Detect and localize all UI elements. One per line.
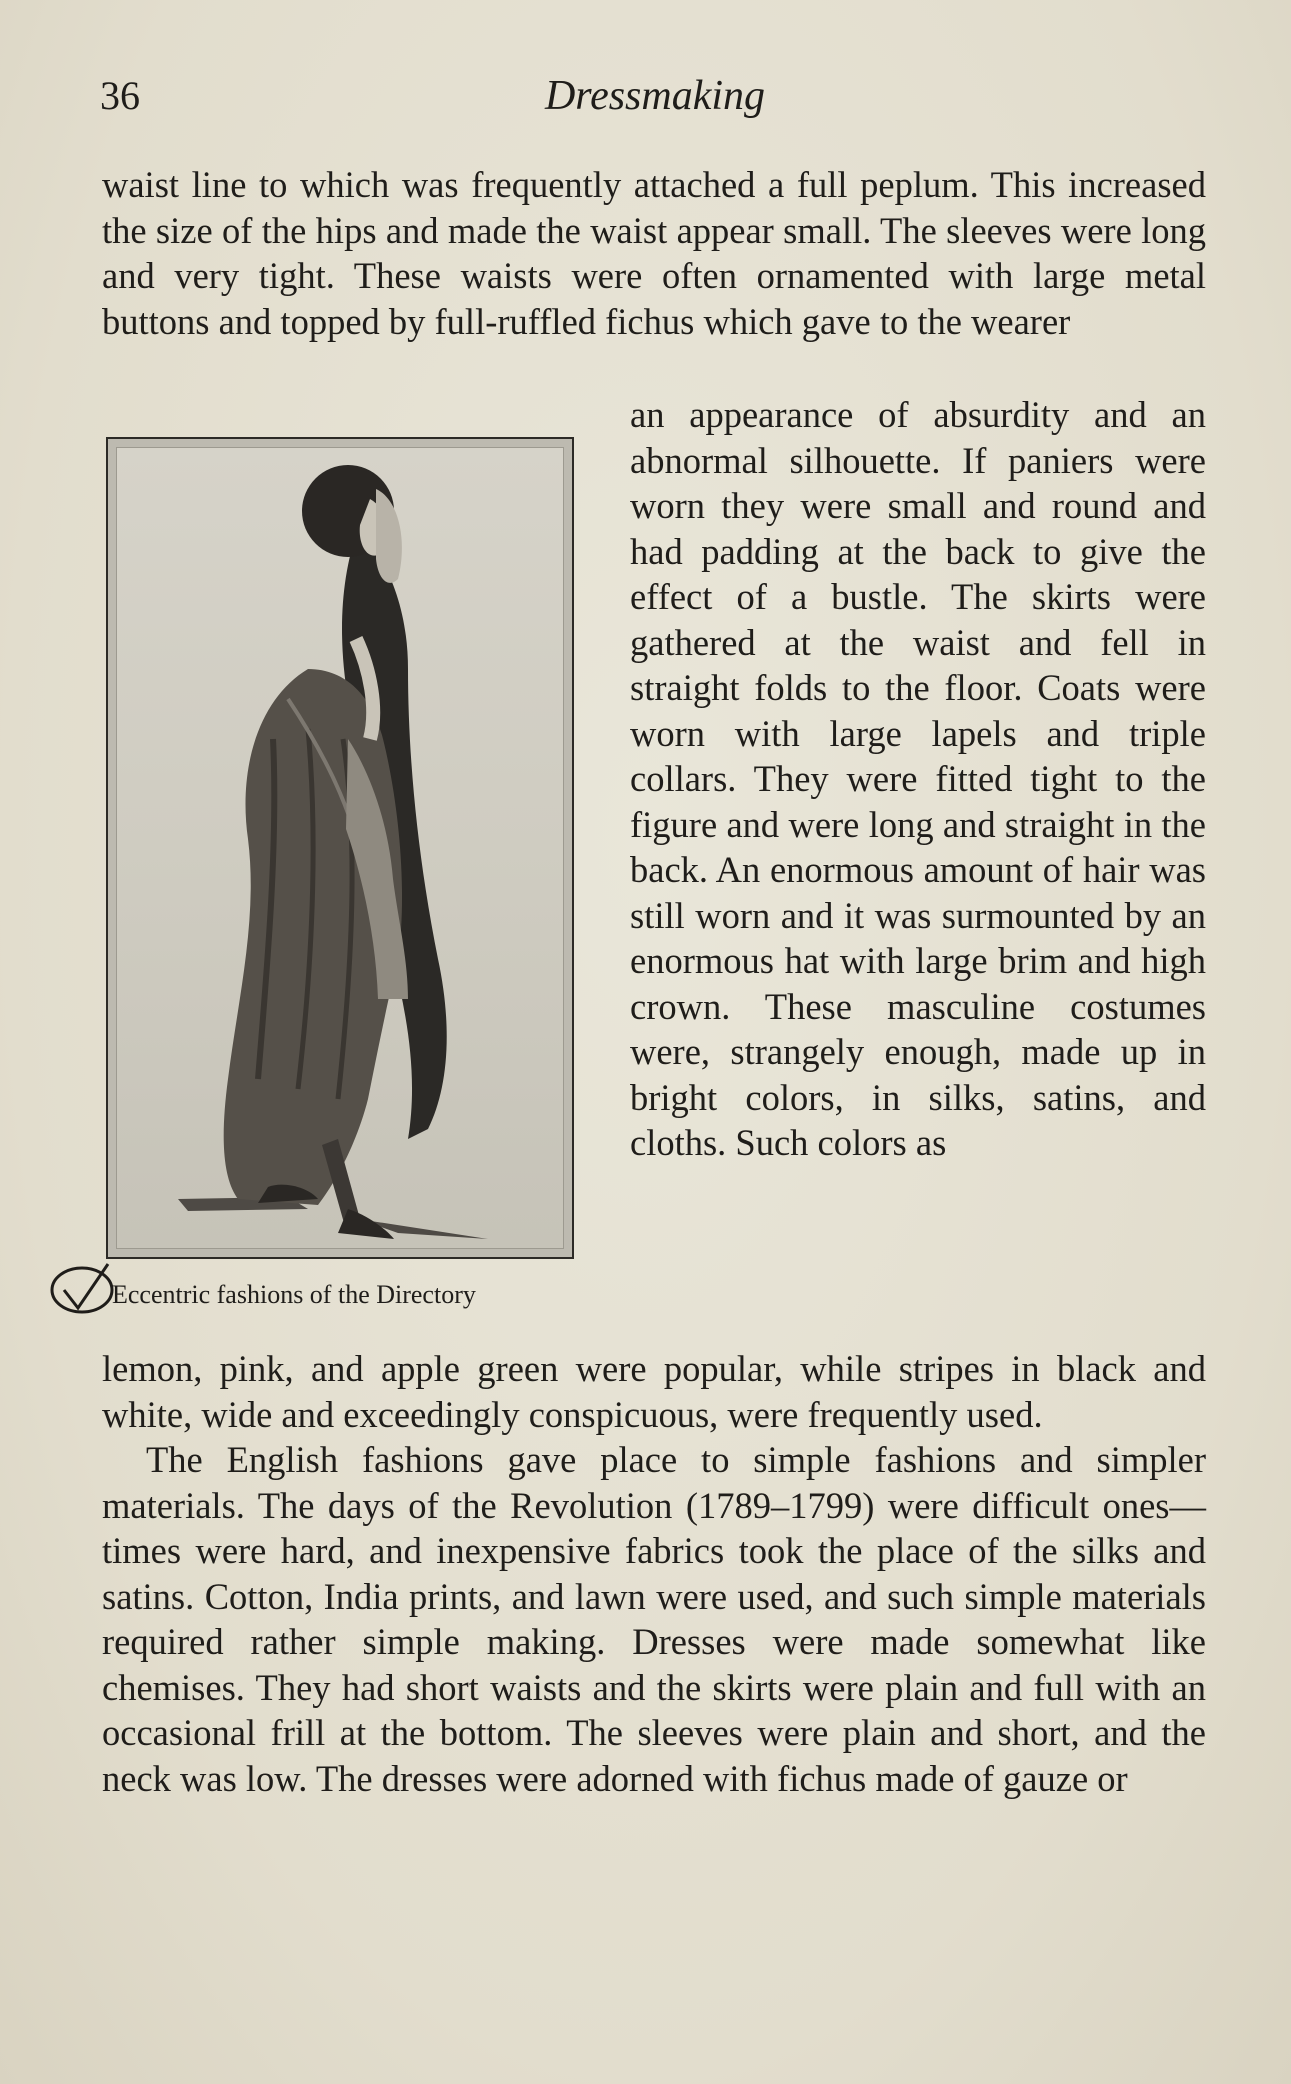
paragraph-top: [102, 162, 1206, 344]
directory-costume-illustration: [108, 439, 572, 1257]
paragraph-top-text: waist line to which was frequently attached a full peplum. This increased the size of the hips and made the waist appear small. The sleeves were long and very tight. These waists were often ornamented with large metal buttons and topped by full-ruffled fichus which gave to the wearer: [102, 164, 1206, 342]
page-number: 36: [100, 73, 140, 118]
running-head: Dressmaking: [544, 73, 766, 119]
paragraph-side-column: [630, 392, 1206, 1166]
paragraph-side-text: an appearance of absurdity and an abnormal silhouette. If paniers were worn they were small and round and had padding at the back to give the effect of a bustle. The skirts were gathered at the waist and fell in straight folds to the floor. Coats were worn with large lapels and triple collars. They were fitted tight to the figure and were long and straight in the back. An enormous amount of hair was still worn and it was surmounted by an enormous hat with large brim and high crown. These masculine costumes were, strangely enough, made up in bright colors, in silks, satins, and cloths. Such colors as: [630, 394, 1206, 1163]
paragraph-continued-text: lemon, pink, and apple green were popular, while stripes in black and white, wide and exceedingly conspicuous, were frequently used.: [102, 1348, 1206, 1435]
illustration-figure: [106, 437, 574, 1259]
paragraph-revolution-text: The English fashions gave place to simple fashions and simpler materials. The days of the Revolution (1789–1799) were difficult ones—times were hard, and inexpensive fabrics took the place of the silks and satins. Cotton, India prints, and lawn were used, and such simple materials required rather simple making. Dresses were made somewhat like chemises. They had short waists and the skirts were plain and full with an occasional frill at the bottom. The sleeves were plain and short, and the neck was low. The dresses were adorned with fichus made of gauze or: [102, 1439, 1206, 1799]
page-header: [100, 72, 1210, 132]
paragraph-bottom: [102, 1346, 1206, 1801]
figure-caption: Eccentric fashions of the Directory: [112, 1280, 476, 1309]
